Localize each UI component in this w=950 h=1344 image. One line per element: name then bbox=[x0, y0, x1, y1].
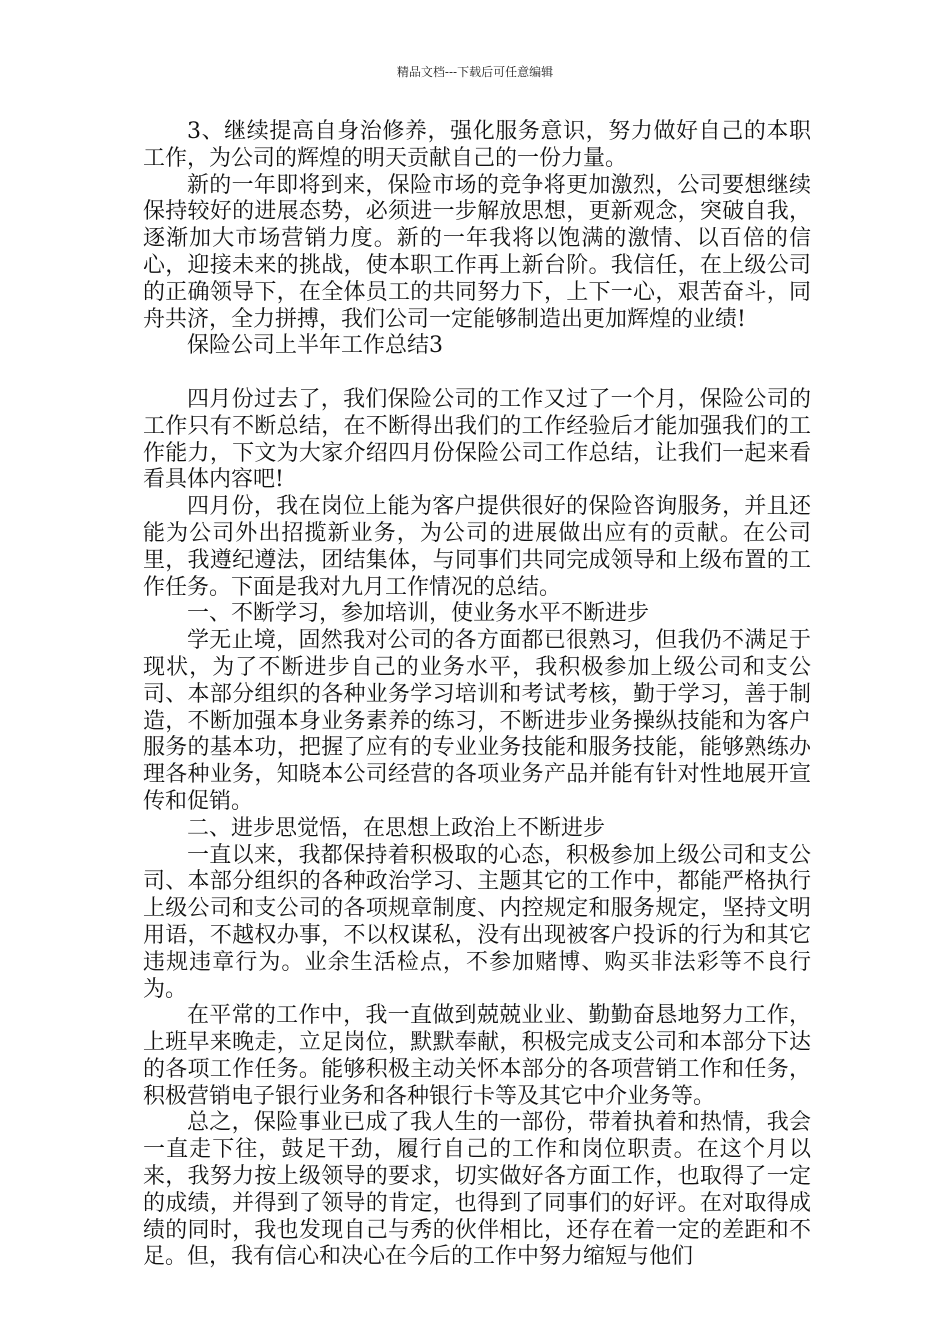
paragraph: 一直以来，我都保持着积极取的心态，积极参加上级公司和支公司、本部分组织的各种政治学习、主题其它的工作中，都能严格执行上级公司和支公司的各项规章制度、内控规定和服务规定，坚持文明用语，不越权办事，不以权谋私，没有出现被客户投诉的行为和其它违规违章行为。业余生活检点，不参加赌博、购买非法彩等不良行为。 bbox=[143, 842, 811, 1002]
section-title: 保险公司上半年工作总结3 bbox=[187, 333, 443, 359]
paragraph: 四月份过去了，我们保险公司的工作又过了一个月，保险公司的工作只有不断总结，在不断得出我们的工作经验后才能加强我们的工作能力，下文为大家介绍四月份保险公司工作总结，让我们一起来看看具体内容吧! bbox=[143, 386, 811, 493]
document-body bbox=[143, 119, 811, 1271]
paragraph: 学无止境，固然我对公司的各方面都已很熟习，但我仍不满足于现状，为了不断进步自己的业务水平，我积极参加上级公司和支公司、本部分组织的各种业务学习培训和考试考核，勤于学习，善于制造，不断加强本身业务素养的练习，不断进步业务操纵技能和为客户服务的基本功，把握了应有的专业业务技能和服务技能，能够熟练办理各种业务，知晓本公司经营的各项业务产品并能有针对性地展开宣传和促销。 bbox=[143, 628, 811, 814]
section-heading: 一、不断学习，参加培训，使业务水平不断进步 bbox=[187, 601, 650, 627]
paragraph: 四月份，我在岗位上能为客户提供很好的保险咨询服务，并且还能为公司外出招揽新业务，为公司的进展做出应有的贡献。在公司里，我遵纪遵法，团结集体，与同事们共同完成领导和上级布置的工作任务。下面是我对九月工作情况的总结。 bbox=[143, 494, 811, 600]
paragraph: 新的一年即将到来，保险市场的竞争将更加激烈，公司要想继续保持较好的进展态势，必须进一步解放思想，更新观念，突破自我，逐渐加大市场营销力度。新的一年我将以饱满的激情、以百倍的信心，迎接未来的挑战，使本职工作再上新台阶。我信任，在上级公司的正确领导下，在全体员工的共同努力下，上下一心，艰苦奋斗，同舟共济，全力拼搏，我们公司一定能够制造出更加辉煌的业绩! bbox=[143, 172, 811, 332]
section-heading: 二、进步思觉悟，在思想上政治上不断进步 bbox=[187, 815, 606, 841]
page-header: 精品文档---下载后可任意编辑 bbox=[396, 65, 554, 79]
paragraph: 3、继续提高自身治修养，强化服务意识，努力做好自己的本职工作，为公司的辉煌的明天贡献自己的一份力量。 bbox=[143, 119, 811, 171]
paragraph: 在平常的工作中，我一直做到兢兢业业、勤勤奋恳地努力工作，上班早来晚走，立足岗位，默默奉献，积极完成支公司和本部分下达的各项工作任务。能够积极主动关怀本部分的各项营销工作和任务，积极营销电子银行业务和各种银行卡等及其它中介业务等。 bbox=[143, 1003, 811, 1109]
paragraph: 总之，保险事业已成了我人生的一部份，带着执着和热情，我会一直走下往，鼓足干劲，履行自己的工作和岗位职责。在这个月以来，我努力按上级领导的要求，切实做好各方面工作，也取得了一定的成绩，并得到了领导的肯定，也得到了同事们的好评。在对取得成绩的同时，我也发现自己与秀的伙伴相比，还存在着一定的差距和不足。但，我有信心和决心在今后的工作中努力缩短与他们 bbox=[143, 1110, 811, 1270]
blank-line bbox=[143, 360, 811, 387]
